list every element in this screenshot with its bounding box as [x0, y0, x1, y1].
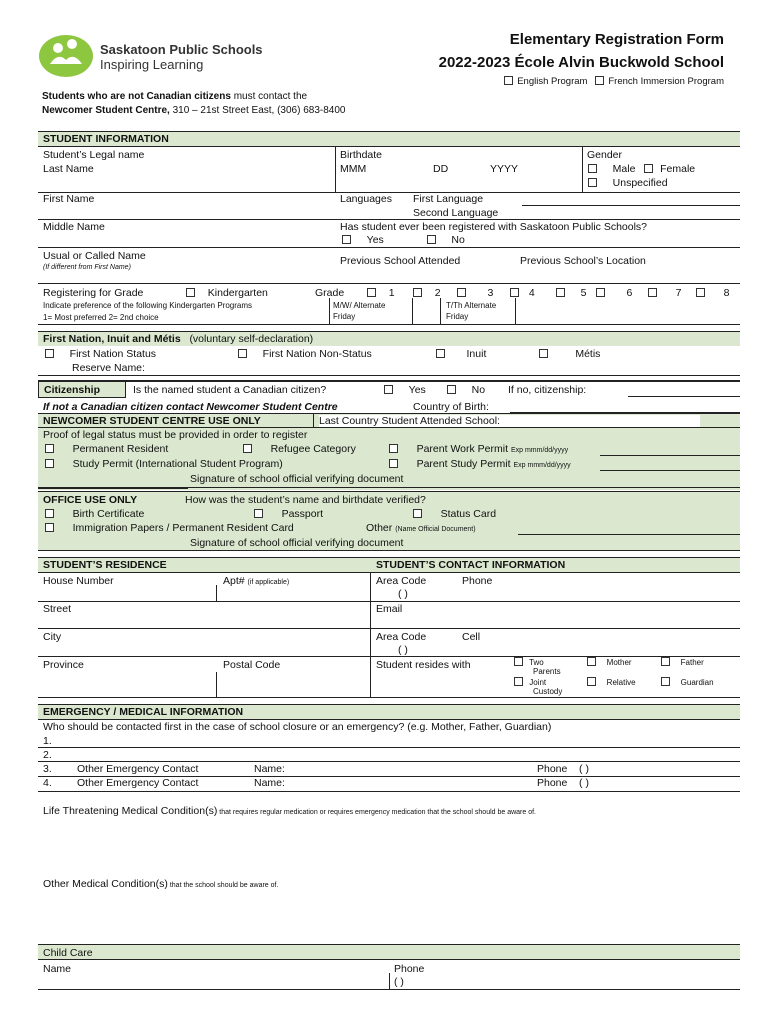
life-threatening-label: Life Threatening Medical Condition(s) that requires regular medication or requires emergency medication that the school should be aware of. — [43, 805, 537, 817]
relative-option[interactable]: Relative — [587, 677, 636, 687]
office-question: How was the student’s name and birthdate verified? — [185, 494, 426, 506]
kindergarten-option: Kindergarten — [186, 287, 268, 299]
usual-name-note: (If different from First Name) — [43, 264, 131, 271]
other-document-label: Other (Name Official Document) — [366, 522, 476, 534]
city-label: City — [43, 631, 62, 643]
grade-label: Grade — [315, 287, 345, 299]
citizen-yes-option[interactable]: Yes — [384, 384, 426, 396]
registered-question: Has student ever been registered with Saskatoon Public Schools? — [340, 221, 648, 233]
cell-area-code-field[interactable]: ( ) — [398, 644, 408, 656]
student-info-title: STUDENT INFORMATION — [43, 133, 169, 145]
logo-title: Saskatoon Public Schools — [100, 42, 263, 57]
study-permit-option[interactable]: Study Permit (International Student Program) — [45, 458, 283, 470]
registered-options: Yes No — [342, 234, 465, 246]
citizenship-tab: Citizenship — [44, 384, 101, 396]
kg-preference-note: Indicate preference of the following Kindergarten Programs — [43, 301, 253, 310]
emergency-title: EMERGENCY / MEDICAL INFORMATION — [43, 706, 244, 718]
second-language-label: Second Language — [413, 207, 499, 219]
legal-name-label: Student’s Legal name — [43, 149, 145, 161]
inuit-option[interactable]: Inuit — [436, 348, 486, 360]
tth-friday-label: Friday — [446, 312, 469, 321]
nsc-use-only: NEWCOMER STUDENT CENTRE USE ONLY — [43, 415, 261, 427]
gender-label: Gender — [587, 149, 623, 161]
office-use-title: OFFICE USE ONLY — [43, 494, 138, 506]
french-program-checkbox[interactable] — [595, 76, 604, 85]
other-contact-3-name: Name: — [254, 763, 285, 775]
kg-preference-scale: 1= Most preferred 2= 2nd choice — [43, 313, 159, 322]
residence-title: STUDENT’S RESIDENCE — [43, 559, 167, 571]
joint-custody-label-2: Custody — [533, 687, 563, 696]
citizen-question: Is the named student a Canadian citizen? — [133, 384, 327, 396]
other-contact-4-label: Other Emergency Contact — [77, 777, 199, 789]
previous-location-label: Previous School’s Location — [520, 255, 646, 267]
immigration-option[interactable]: Immigration Papers / Permanent Resident Card — [45, 522, 294, 534]
child-care-phone-label: Phone — [394, 963, 425, 975]
child-care-phone-field[interactable]: ( ) — [394, 976, 404, 988]
two-parents-option[interactable]: Two — [514, 657, 544, 667]
office-signature-label: Signature of school official verifying document — [190, 537, 404, 549]
email-label: Email — [376, 603, 403, 615]
cell-label: Cell — [462, 631, 481, 643]
not-canadian-note: If not a Canadian citizen contact Newcomer Student Centre — [43, 401, 338, 413]
yyyy-label: YYYY — [490, 163, 519, 175]
dd-label: DD — [433, 163, 449, 175]
postal-code-label: Postal Code — [223, 659, 281, 671]
permanent-resident-option[interactable]: Permanent Resident — [45, 443, 168, 455]
mother-option[interactable]: Mother — [587, 657, 632, 667]
province-label: Province — [43, 659, 84, 671]
area-code-label: Area Code — [376, 575, 427, 587]
phone-label: Phone — [462, 575, 493, 587]
parent-work-option[interactable]: Parent Work Permit Exp mmm/dd/yyyy — [389, 443, 568, 455]
other-contact-3-label: Other Emergency Contact — [77, 763, 199, 775]
languages-label: Languages — [340, 193, 392, 205]
first-nation-nonstatus-option[interactable]: First Nation Non-Status — [238, 348, 372, 360]
program-choice: English Program French Immersion Program — [504, 76, 724, 87]
home-area-code-field[interactable]: ( ) — [398, 588, 408, 600]
cell-area-code-label: Area Code — [376, 631, 427, 643]
child-care-title: Child Care — [43, 947, 93, 959]
grade-8-option[interactable]: 8 — [696, 287, 729, 299]
previous-school-label: Previous School Attended — [340, 255, 461, 267]
refugee-option[interactable]: Refugee Category — [243, 443, 356, 455]
status-card-option[interactable]: Status Card — [413, 508, 496, 520]
grade-4-option[interactable]: 4 — [510, 287, 535, 299]
last-country-label: Last Country Student Attended School: — [319, 415, 700, 427]
street-label: Street — [43, 603, 72, 615]
birth-certificate-option[interactable]: Birth Certificate — [45, 508, 144, 520]
form-title: Elementary Registration Form — [509, 31, 724, 48]
registered-no-checkbox[interactable] — [427, 235, 436, 244]
registering-grade-label: Registering for Grade — [43, 287, 144, 299]
mmm-label: MMM — [340, 163, 367, 175]
english-program-checkbox[interactable] — [504, 76, 513, 85]
citizenship-if-no-label: If no, citizenship: — [508, 384, 587, 396]
first-nation-title: First Nation, Inuit and Métis (voluntary self-declaration) — [43, 333, 314, 345]
joint-custody-option[interactable]: Joint — [514, 677, 546, 687]
newcomer-note-1: Students who are not Canadian citizens must contact the — [42, 91, 308, 102]
emergency-question: Who should be contacted first in the case of school closure or an emergency? (e.g. Mother, Father, Guardian) — [43, 721, 552, 733]
apt-label: Apt# (if applicable) — [223, 575, 290, 587]
first-name-label: First Name — [43, 193, 95, 205]
passport-option[interactable]: Passport — [254, 508, 323, 520]
newcomer-note-2: Newcomer Student Centre, 310 – 21st Street East, (306) 683-8400 — [42, 105, 346, 116]
guardian-option[interactable]: Guardian — [661, 677, 714, 687]
metis-option[interactable]: Métis — [539, 348, 600, 360]
grade-5-option[interactable]: 5 — [556, 287, 587, 299]
school-logo-icon — [36, 30, 96, 78]
female-checkbox[interactable] — [644, 164, 653, 173]
emergency-line-2: 2. — [43, 749, 52, 761]
citizenship-signature-label: Signature of school official verifying document — [190, 473, 404, 485]
male-checkbox[interactable] — [588, 164, 597, 173]
last-name-label: Last Name — [43, 163, 94, 175]
form-school: 2022-2023 École Alvin Buckwold School — [438, 54, 724, 71]
other-contact-4-name: Name: — [254, 777, 285, 789]
birthdate-label: Birthdate — [340, 149, 383, 161]
proof-legal-status: Proof of legal status must be provided in order to register — [43, 429, 308, 441]
first-language-label: First Language — [413, 193, 484, 205]
other-contact-4-phone: Phone ( ) — [537, 777, 589, 789]
mw-alternate-label: M/W/ Alternate — [333, 301, 386, 310]
logo-subtitle: Inspiring Learning — [100, 57, 204, 72]
registered-yes-checkbox[interactable] — [342, 235, 351, 244]
other-medical-label: Other Medical Condition(s) that the school should be aware of. — [43, 878, 279, 890]
child-care-name-label: Name — [43, 963, 72, 975]
resides-with-label: Student resides with — [376, 659, 471, 671]
grade-6-option[interactable]: 6 — [596, 287, 632, 299]
mw-friday-label: Friday — [333, 312, 356, 321]
contact-title: STUDENT’S CONTACT INFORMATION — [376, 559, 566, 571]
grade-7-option[interactable]: 7 — [648, 287, 681, 299]
gender-row-1: Male Female — [588, 163, 695, 175]
country-birth-label: Country of Birth: — [413, 401, 489, 413]
usual-name-label: Usual or Called Name — [43, 250, 146, 262]
grade-2-option[interactable]: 2 — [413, 287, 441, 299]
emergency-line-3: 3. — [43, 763, 52, 775]
emergency-line-1: 1. — [43, 735, 52, 747]
parent-study-option[interactable]: Parent Study Permit Exp mmm/dd/yyyy — [389, 458, 571, 470]
father-option[interactable]: Father — [661, 657, 704, 667]
gender-row-2: Unspecified — [588, 177, 668, 189]
grade-3-option[interactable]: 3 — [457, 287, 493, 299]
house-number-label: House Number — [43, 575, 114, 587]
two-parents-label-2: Parents — [533, 667, 561, 676]
unspecified-checkbox[interactable] — [588, 178, 597, 187]
kindergarten-checkbox[interactable] — [186, 288, 195, 297]
middle-name-label: Middle Name — [43, 221, 105, 233]
other-contact-3-phone: Phone ( ) — [537, 763, 589, 775]
citizen-no-option[interactable]: No — [447, 384, 485, 396]
reserve-name-label: Reserve Name: — [72, 362, 145, 374]
grade-1-option[interactable]: 1 — [367, 287, 395, 299]
emergency-line-4: 4. — [43, 777, 52, 789]
tth-alternate-label: T/Th Alternate — [446, 301, 497, 310]
first-nation-status-option[interactable]: First Nation Status — [45, 348, 156, 360]
